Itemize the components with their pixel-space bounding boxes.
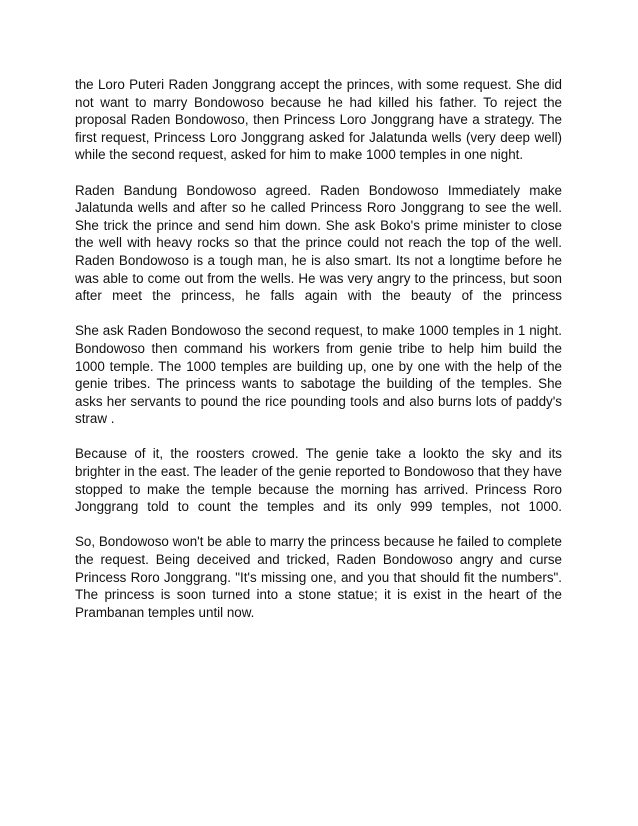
paragraph-3: She ask Raden Bondowoso the second request, to make 1000 temples in 1 night. Bondowoso then command his workers from genie tribe to help him build the 1000 temple. The 1000 temples are building up, one by one with the help of the genie tribes. The princess wants to sabotage the building of the temples. She asks her servants to pound the rice pounding tools and also burns lots of paddy's straw . (75, 323, 562, 427)
paragraph-5: So, Bondowoso won't be able to marry the princess because he failed to complete the request. Being deceived and tricked, Raden Bondowoso angry and curse Princess Roro Jonggrang. "It's missing one, and you that should fit the numbers". The princess is soon turned into a stone statue; it is exist in the heart of the Prambanan temples until now. (75, 534, 562, 620)
paragraph-1: the Loro Puteri Raden Jonggrang accept the princes, with some request. She did not want to marry Bondowoso because he had killed his father. To reject the proposal Raden Bondowoso, then Princess Loro Jonggrang have a strategy. The first request, Princess Loro Jonggrang asked for Jalatunda wells (very deep well) while the second request, asked for him to make 1000 temples in one night. (75, 77, 562, 163)
paragraph-4: Because of it, the roosters crowed. The genie take a lookto the sky and its brighter in the east. The leader of the genie reported to Bondowoso that they have stopped to make the temple because the morning has arrived. Princess Roro Jonggrang told to count the temples and its only 999 temples, not 1000. (75, 446, 562, 515)
document-page (75, 76, 562, 639)
paragraph-2: Raden Bandung Bondowoso agreed. Raden Bondowoso Immediately make Jalatunda wells and after so he called Princess Roro Jonggrang to see the well. She trick the prince and send him down. She ask Boko's prime minister to close the well with heavy rocks so that the prince could not reach the top of the well. Raden Bondowoso is a tough man, he is also smart. Its not a longtime before he was able to come out from the wells. He was very angry to the princess, but soon after meet the princess, he falls again with the beauty of the princess (75, 182, 562, 304)
